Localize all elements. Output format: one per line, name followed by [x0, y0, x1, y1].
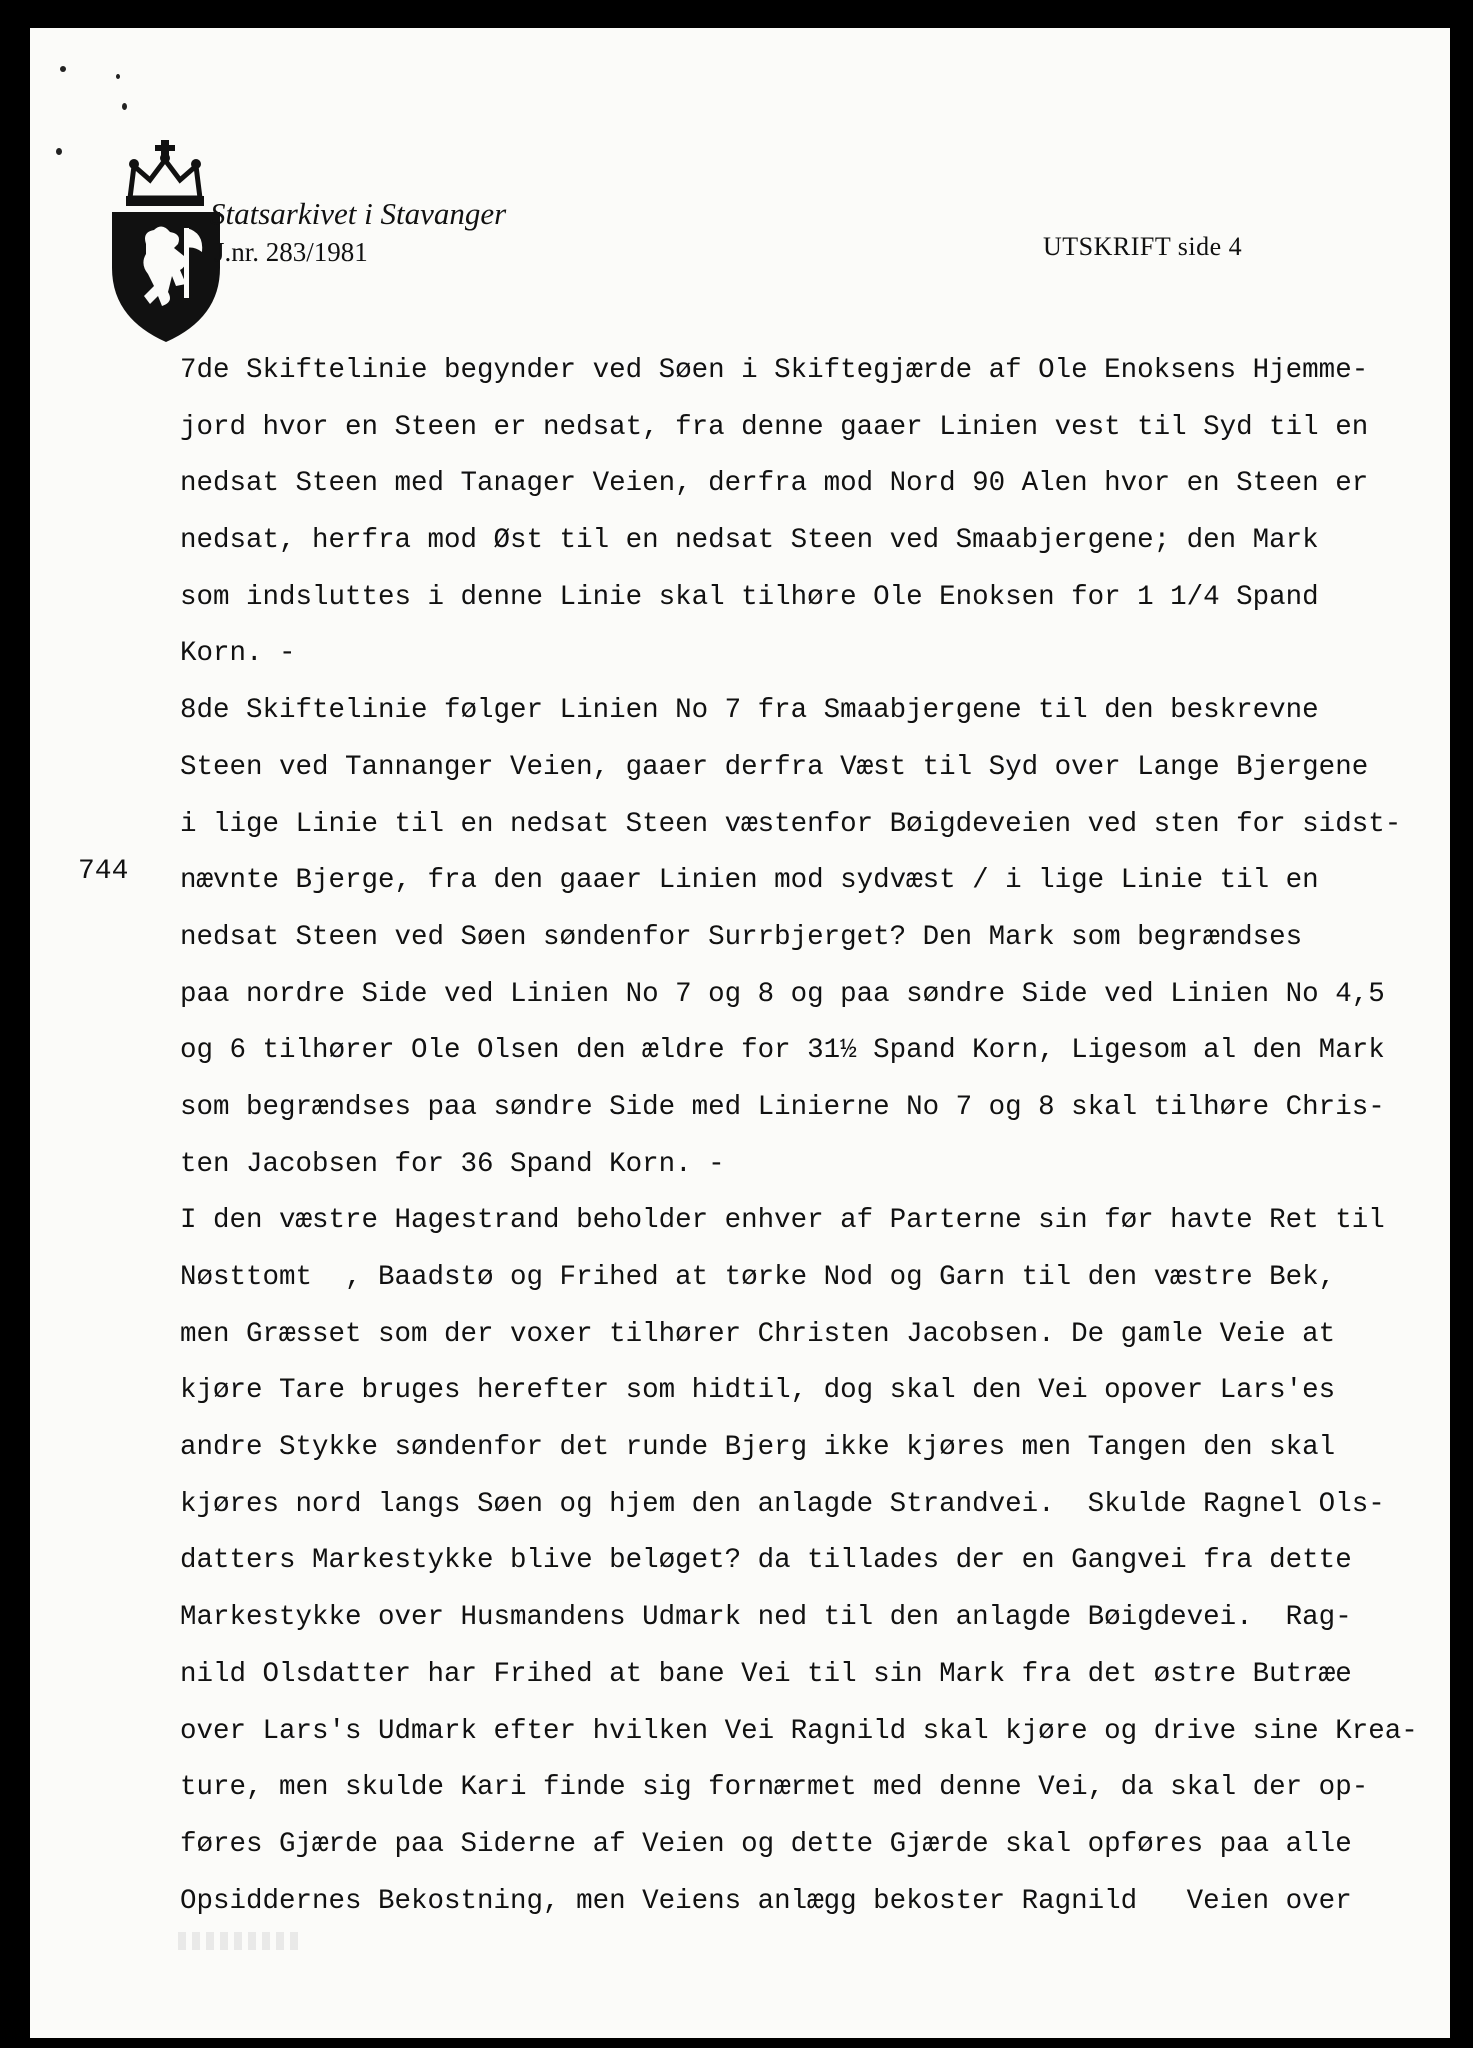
scan-speck: [56, 148, 62, 155]
scan-speck: [116, 74, 120, 79]
text-line: I den væstre Hagestrand beholder enhver af Parterne sin før havte Ret til: [180, 1205, 1385, 1237]
text-line: Nøsttomt , Baadstø og Frihed at tørke Nod og Garn til den væstre Bek,: [180, 1262, 1336, 1293]
scan-smudge: [178, 1932, 298, 1950]
text-line: Markestykke over Husmandens Udmark ned til den anlagde Bøigdevei. Rag-: [180, 1602, 1352, 1634]
text-line: 7de Skiftelinie begynder ved Søen i Skiftegjærde af Ole Enoksens Hjemme-: [180, 355, 1369, 386]
margin-page-number: 744: [78, 856, 129, 887]
text-line: kjøre Tare bruges herefter som hidtil, dog skal den Vei opover Lars'es: [180, 1375, 1336, 1407]
archive-name: Statsarkivet i Stavanger: [210, 196, 507, 231]
text-line: andre Stykke søndenfor det runde Bjerg ikke kjøres men Tangen den skal: [180, 1432, 1336, 1464]
norwegian-coat-of-arms-icon: [102, 136, 230, 346]
text-line: kjøres nord langs Søen og hjem den anlagde Strandvei. Skulde Ragnel Ols-: [180, 1488, 1385, 1520]
text-line: over Lars's Udmark efter hvilken Vei Ragnild skal kjøre og drive sine Krea-: [180, 1715, 1418, 1747]
text-line: nedsat, herfra mod Øst til en nedsat Steen ved Smaabjergene; den Mark: [180, 525, 1319, 557]
text-line: nedsat Steen ved Søen søndenfor Surrbjerget? Den Mark som begrændses: [180, 921, 1303, 953]
text-line: nild Olsdatter har Frihed at bane Vei til sin Mark fra det østre Butræe: [180, 1658, 1352, 1690]
scan-speck: [122, 103, 127, 110]
text-line: datters Markestykke blive beløget? da tillades der en Gangvei fra dette: [180, 1545, 1352, 1577]
text-line: og 6 tilhører Ole Olsen den ældre for 31½ Spand Korn, Ligesom al den Mark: [180, 1035, 1385, 1067]
text-line: nedsat Steen med Tanager Veien, derfra mod Nord 90 Alen hvor en Steen er: [180, 468, 1369, 500]
transcription-text: [180, 343, 1420, 1930]
text-line: i lige Linie til en nedsat Steen væstenfor Bøigdeveien ved sten for sidst-: [180, 808, 1402, 840]
text-line: som indsluttes i denne Linie skal tilhøre Ole Enoksen for 1 1/4 Spand: [180, 581, 1319, 613]
text-line: Opsiddernes Bekostning, men Veiens anlægg bekoster Ragnild Veien over: [180, 1885, 1352, 1917]
document-page: [30, 28, 1450, 2038]
text-line: men Græsset som der voxer tilhører Christen Jacobsen. De gamle Veie at: [180, 1318, 1336, 1350]
text-line: nævnte Bjerge, fra den gaaer Linien mod sydvæst / i lige Linie til en: [180, 865, 1319, 897]
text-line: ten Jacobsen for 36 Spand Korn. -: [180, 1148, 725, 1180]
scan-speck: [60, 66, 66, 72]
text-line: føres Gjærde paa Siderne af Veien og dette Gjærde skal opføres paa alle: [180, 1828, 1352, 1860]
text-line: Korn. -: [180, 638, 296, 670]
text-line: 8de Skiftelinie følger Linien No 7 fra Smaabjergene til den beskrevne: [180, 695, 1319, 727]
text-line: som begrændses paa søndre Side med Linierne No 7 og 8 skal tilhøre Chris-: [180, 1091, 1385, 1123]
text-line: Steen ved Tannanger Veien, gaaer derfra Væst til Syd over Lange Bjergene: [180, 751, 1369, 783]
page-label: UTSKRIFT side 4: [1043, 232, 1243, 261]
journal-number: J.nr. 283/1981: [214, 237, 368, 267]
text-line: jord hvor en Steen er nedsat, fra denne gaaer Linien vest til Syd til en: [180, 411, 1369, 443]
text-line: ture, men skulde Kari finde sig fornærmet med denne Vei, da skal der op-: [180, 1772, 1369, 1804]
text-line: paa nordre Side ved Linien No 7 og 8 og paa søndre Side ved Linien No 4,5: [180, 978, 1385, 1010]
